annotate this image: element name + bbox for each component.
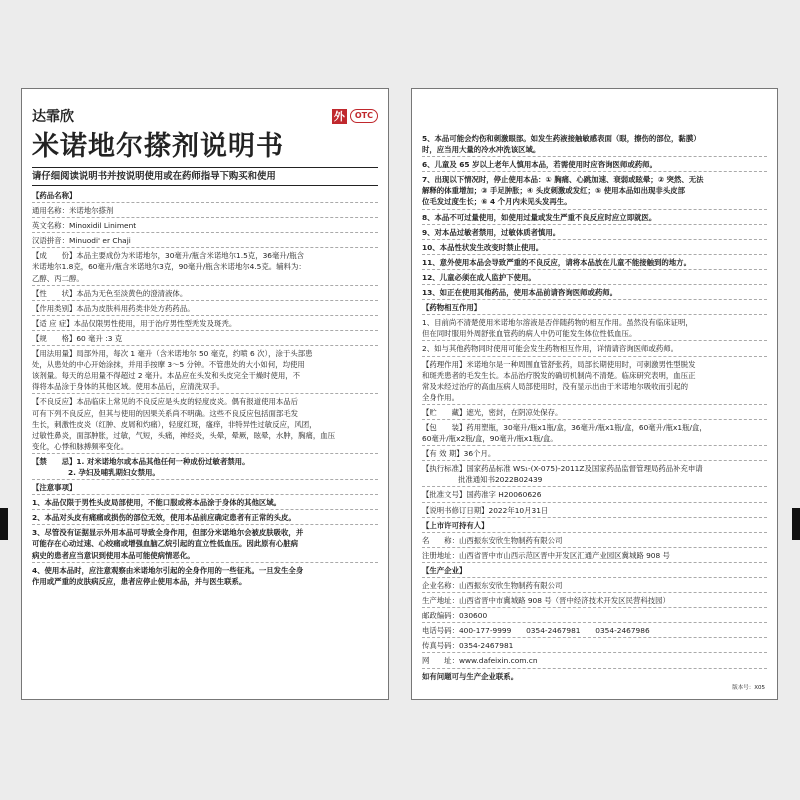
divider	[422, 547, 767, 548]
divider	[422, 239, 767, 240]
divider	[32, 202, 378, 203]
divider	[32, 232, 378, 233]
approval-number: 【批准文号】国药准字 H20060626	[422, 490, 542, 500]
divider	[422, 622, 767, 623]
website: 网 址：www.dafeixin.com.cn	[422, 656, 538, 666]
precaution-item: 5、本品可能会灼伤和刺激眼部。如发生药液接触敏感表面（眼，擦伤的部位，黏膜）	[422, 134, 701, 143]
brand-logo: 达霏欣	[32, 109, 74, 125]
divider	[32, 247, 378, 248]
license-holder-address: 注册地址：山西省晋中市山西示范区晋中开发区汇通产业园区冀城路 908 号	[422, 550, 670, 560]
divider	[32, 524, 378, 525]
divider	[422, 254, 767, 255]
divider	[422, 460, 767, 461]
divider	[32, 393, 378, 394]
dosage-line: 处，从患处的中心开始涂抹，并用手按摩 3～5 分钟。不管患处的大小如何，均使用	[32, 360, 305, 370]
precaution-item: 12、儿童必须在成人监护下使用。	[422, 272, 536, 282]
precaution-item: 位毛发过度生长；⑥ 4 个月内未见头发再生。	[422, 197, 572, 207]
divider	[422, 637, 767, 638]
manufacturer-name: 企业名称：山西振东安欣生物制药有限公司	[422, 581, 563, 590]
contact-footer: 如有问题可与生产企业联系。	[422, 671, 519, 681]
pharmacology-line: 和斑秃患者的毛发生长。本品治疗脱发的确切机制尚不清楚。临床研究表明，血压正	[422, 370, 696, 380]
divider	[32, 330, 378, 331]
precaution-item: 3、尽管没有证据显示外用本品可导致全身作用，但部分米诺地尔会被皮肤吸收，并	[32, 528, 304, 538]
document-subtitle: 请仔细阅读说明书并按说明使用或在药师指导下购买和使用	[32, 167, 378, 186]
manufacturer-address: 生产地址：山西省晋中市冀城路 908 号（晋中经济技术开发区民营科技园）	[422, 596, 670, 606]
divider	[422, 299, 767, 300]
leaflet-header	[32, 105, 378, 127]
adverse-reactions-line: 可有下列不良反应，但其与使用的因果关系尚不明确。这些不良反应包括面部毛发	[32, 408, 299, 418]
interaction-item: 1、目前尚不清楚使用米诺地尔溶液是否伴随药物的相互作用。虽然没有临床证明，	[422, 318, 693, 328]
divider	[32, 217, 378, 218]
divider	[422, 404, 767, 405]
interaction-item: 但在同时服用外周舒张血管药的病人中仍可能发生体位性低血压。	[422, 329, 637, 339]
dosage-line: 该剂量。每天的总用量不得超过 2 毫升。本品应在头发和头皮完全干燥时使用，不	[32, 371, 301, 381]
pharmacology-line: 全身作用。	[422, 392, 459, 402]
characteristics: 【性 状】本品为无色至淡黄色的澄清液体。	[32, 288, 188, 298]
precaution-item: 6、儿童及 65 岁以上老年人慎用本品，若需使用时应咨询医师或药师。	[422, 160, 657, 170]
precaution-item: 4、使用本品时，应注意观察由米诺地尔引起的全身作用的一些征兆。一旦发生全身	[32, 565, 304, 575]
license-holder-heading: 【上市许可持有人】	[422, 520, 489, 530]
divider	[32, 494, 378, 495]
divider	[422, 419, 767, 420]
divider	[32, 509, 378, 510]
composition-line: 乙醇、丙二醇。	[32, 273, 84, 283]
divider	[422, 171, 767, 172]
standard-line: 【执行标准】国家药品标准 WS₁-(X-075)-2011Z及国家药品监督管理局药品补充申请	[422, 464, 703, 474]
generic-name: 通用名称：米诺地尔搽剂	[32, 206, 114, 216]
divider	[32, 562, 378, 563]
divider	[32, 479, 378, 480]
precaution-item: 9、对本品过敏者禁用，过敏体质者慎用。	[422, 227, 561, 237]
divider	[32, 345, 378, 346]
dosage-line: 【用法用量】局部外用，每次 1 毫升（含米诺地尔 50 毫克，约喷 6 次），涂于头部患	[32, 349, 313, 359]
divider	[32, 285, 378, 286]
divider	[422, 284, 767, 285]
registration-mark-right	[792, 508, 800, 540]
fax-number: 传真号码：0354-2467981	[422, 641, 514, 651]
version-number: 版本号：X05	[732, 685, 765, 691]
divider	[422, 156, 767, 157]
registration-mark-left	[0, 508, 8, 540]
manufacturer-heading: 【生产企业】	[422, 565, 467, 575]
divider	[422, 340, 767, 341]
document-title: 米诺地尔搽剂说明书	[32, 131, 284, 162]
revision-date: 【说明书修订日期】2022年10月31日	[422, 505, 549, 515]
divider	[422, 517, 767, 518]
divider	[422, 652, 767, 653]
interaction-item: 2、如与其他药物同时使用可能会发生药物相互作用，详情请咨询医师或药师。	[422, 344, 678, 354]
contraindications-line: 【禁 忌】1. 对米诺地尔或本品其他任何一种成份过敏者禁用。	[32, 456, 250, 466]
license-holder-name: 名 称：山西振东安欣生物制药有限公司	[422, 535, 563, 545]
divider	[422, 532, 767, 533]
english-name: 英文名称：Minoxidil Liniment	[32, 221, 137, 231]
drug-name-heading: 【药品名称】	[32, 191, 77, 200]
category: 【作用类别】本品为皮肤科用药类非处方药药品。	[32, 303, 195, 313]
postcode: 邮政编码：030600	[422, 611, 488, 621]
expiry: 【有 效 期】36个月。	[422, 449, 496, 459]
divider	[32, 453, 378, 454]
pharmacology-line: 【药理作用】米诺地尔是一种周围血管舒张药，局部长期使用时，可刺激男性型脱发	[422, 359, 696, 369]
precaution-item: 2、本品对头皮有痛痛或损伤的部位无效，使用本品前应确定患者有正常的头皮。	[32, 513, 296, 523]
divider	[422, 224, 767, 225]
divider	[422, 577, 767, 578]
precaution-item: 10、本品性状发生改变时禁止使用。	[422, 242, 544, 252]
precaution-item: 可能存在心动过速、心绞痛或增强血脑乙烷引起的直立性低血压。因此原有心脏病	[32, 539, 299, 549]
adverse-reactions-line: 【不良反应】本品临床上常见的不良反应是头皮的轻度皮炎。偶有报道使用本品后	[32, 397, 299, 407]
divider	[422, 314, 767, 315]
divider	[422, 668, 767, 669]
specification: 【规 格】60 毫升 :3 克	[32, 333, 123, 343]
packaging-line: 60毫升/瓶x2瓶/盒，90毫升/瓶x1瓶/盒。	[422, 434, 558, 444]
precaution-item: 病史的患者应当意识到使用本品可能使病情恶化。	[32, 550, 195, 560]
otc-badge: OTC	[350, 109, 378, 123]
divider	[422, 607, 767, 608]
pinyin-name: 汉语拼音：Minuodi' er Chaji	[32, 236, 131, 246]
storage: 【贮 藏】遮光，密封，在阴凉处保存。	[422, 407, 563, 417]
divider	[422, 445, 767, 446]
packaging-line: 【包 装】药用塑瓶，30毫升/瓶x1瓶/盒，36毫升/瓶x1瓶/盒，60毫升/瓶x1瓶/盒，	[422, 422, 707, 432]
adverse-reactions-line: 过敏性鼻炎，面部肿胀，过敏，气短，头痛，神经炎，头晕，晕厥，眩晕，水肿，胸痛，血压	[32, 430, 336, 440]
interactions-heading: 【药物相互作用】	[422, 303, 482, 313]
leaflet-page-right	[411, 88, 778, 700]
precaution-item: 作用或严重的皮肤病反应，患者应停止使用本品，并与医生联系。	[32, 576, 247, 586]
indications: 【适 应 症】本品仅限男性使用，用于治疗男性型秃发及斑秃。	[32, 318, 237, 328]
divider	[422, 356, 767, 357]
external-use-badge: 外	[333, 110, 345, 123]
precautions-heading: 【注意事项】	[32, 483, 77, 493]
divider	[422, 592, 767, 593]
phone-numbers: 电话号码：400-177-9999 0354-2467981 0354-2467986	[422, 626, 650, 636]
divider	[422, 486, 767, 487]
precaution-item: 8、本品不可过量使用，如使用过量或发生严重不良反应时应立即就医。	[422, 212, 657, 222]
contraindications-line: 2. 孕妇及哺乳期妇女禁用。	[68, 467, 160, 477]
composition-line: 米诺地尔1.8克，60毫升/瓶含米诺地尔3克，90毫升/瓶含米诺地尔4.5克。辅料为：	[32, 262, 306, 272]
composition-line: 【成 份】本品主要成份为米诺地尔，30毫升/瓶含米诺地尔1.5克，36毫升/瓶含	[32, 251, 305, 261]
adverse-reactions-line: 生长，刺激性皮炎（红肿、皮屑和灼痛），轻度红斑，瘙痒，非特异性过敏反应，风团，	[32, 419, 317, 429]
precaution-item: 11、意外使用本品会导致严重的不良反应，请将本品放在儿童不能接触到的地方。	[422, 257, 691, 267]
standard-line: 批准通知书2022B02439	[458, 475, 543, 485]
precaution-item: 解释的体重增加；③ 手足肿胀；④ 头皮刺激或发红；⑤ 使用本品如出现非头皮部	[422, 186, 685, 196]
divider	[422, 502, 767, 503]
precaution-item: 时，应当用大量的冷水冲洗该区域。	[422, 145, 541, 155]
divider	[32, 315, 378, 316]
divider	[32, 300, 378, 301]
adverse-reactions-line: 变化，心悸和脉搏频率变化。	[32, 441, 129, 451]
precaution-item: 13、如正在使用其他药品，使用本品前请咨询医师或药师。	[422, 288, 618, 298]
precaution-item: 1、本品仅限于男性头皮局部使用，不能口服或将本品涂于身体的其他区域。	[32, 498, 282, 508]
dosage-line: 得将本品涂于身体的其他区域。使用本品后，应清洗双手。	[32, 382, 225, 392]
precaution-item: 7、出现以下情况时，停止使用本品：① 胸痛、心跳加速、衰弱或眩晕；② 突然、无法	[422, 175, 704, 185]
leaflet-page-left	[21, 88, 389, 700]
divider	[422, 562, 767, 563]
divider	[422, 269, 767, 270]
divider	[422, 209, 767, 210]
pharmacology-line: 常及未经过治疗的高血压病人局部使用时，没有显示出由于米诺地尔吸收而引起的	[422, 381, 689, 391]
